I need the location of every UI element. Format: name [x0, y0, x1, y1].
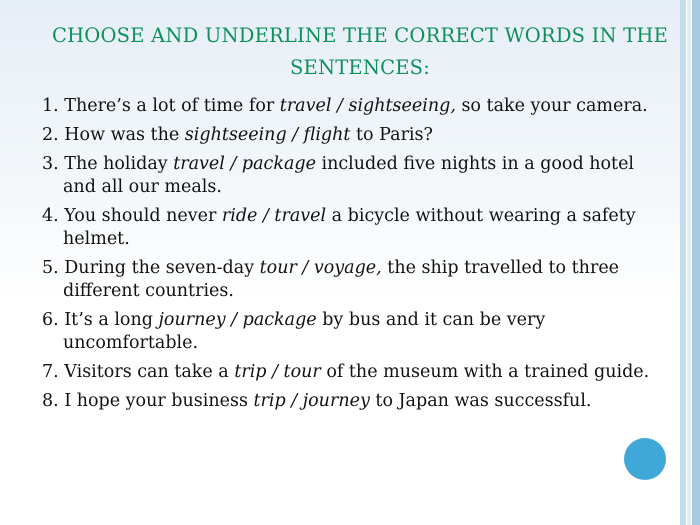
- sentence-text-before: You should never: [64, 206, 222, 226]
- sentence-text-after: a bicycle without wearing a safety helmet.: [63, 206, 636, 249]
- sentence-number: 6.: [42, 310, 65, 330]
- sentence-text-before: Visitors can take a: [64, 362, 235, 382]
- sentence-number: 5.: [42, 258, 65, 278]
- sentence-text-after: of the museum with a trained guide.: [320, 362, 650, 382]
- word-options[interactable]: trip / tour: [234, 362, 321, 382]
- sentence-item: [42, 257, 667, 303]
- sentence-text-after: included five nights in a good hotel and all our meals.: [63, 154, 635, 197]
- sentence-text-before: There’s a lot of time for: [64, 96, 280, 116]
- right-edge-bar-dark: [692, 0, 700, 525]
- sentence-item: [42, 361, 667, 384]
- sentence-item: [42, 309, 667, 355]
- word-options[interactable]: travel / package: [173, 154, 316, 174]
- word-options[interactable]: travel / sightseeing,: [279, 96, 456, 116]
- sentence-text-before: The holiday: [64, 154, 174, 174]
- sentence-text-after: to Paris?: [350, 125, 433, 145]
- word-options[interactable]: journey / package: [158, 310, 317, 330]
- sentence-text-before: I hope your business: [64, 391, 254, 411]
- sentence-number: 7.: [42, 362, 65, 382]
- sentence-item: [42, 390, 667, 413]
- sentence-number: 3.: [42, 154, 65, 174]
- right-edge-bar-light: [687, 0, 691, 525]
- sentence-number: 4.: [42, 206, 65, 226]
- slide-title: CHOOSE AND UNDERLINE THE CORRECT WORDS IN THE SENTENCES:: [51, 24, 669, 79]
- word-options[interactable]: tour / voyage,: [259, 258, 382, 278]
- sentence-number: 2.: [42, 125, 65, 145]
- sentence-number: 8.: [42, 391, 65, 411]
- sentence-text-after: to Japan was successful.: [369, 391, 592, 411]
- sentence-item: [42, 124, 667, 147]
- sentence-list: [42, 95, 667, 419]
- sentence-text-before: How was the: [64, 125, 185, 145]
- word-options[interactable]: sightseeing / flight: [184, 125, 351, 145]
- word-options[interactable]: trip / journey: [253, 391, 370, 411]
- sentence-text-after: so take your camera.: [455, 96, 648, 116]
- sentence-item: [42, 153, 667, 199]
- sentence-item: [42, 205, 667, 251]
- sentence-text-after: the ship travelled to three different countries.: [63, 258, 620, 301]
- sentence-number: 1.: [42, 96, 65, 116]
- decorative-circle: [624, 438, 666, 480]
- sentence-text-before: It’s a long: [64, 310, 159, 330]
- sentence-text-before: During the seven-day: [64, 258, 260, 278]
- sentence-item: [42, 95, 667, 118]
- right-edge-bar: [680, 0, 686, 525]
- word-options[interactable]: ride / travel: [221, 206, 327, 226]
- sentence-text-after: by bus and it can be very uncomfortable.: [63, 310, 546, 353]
